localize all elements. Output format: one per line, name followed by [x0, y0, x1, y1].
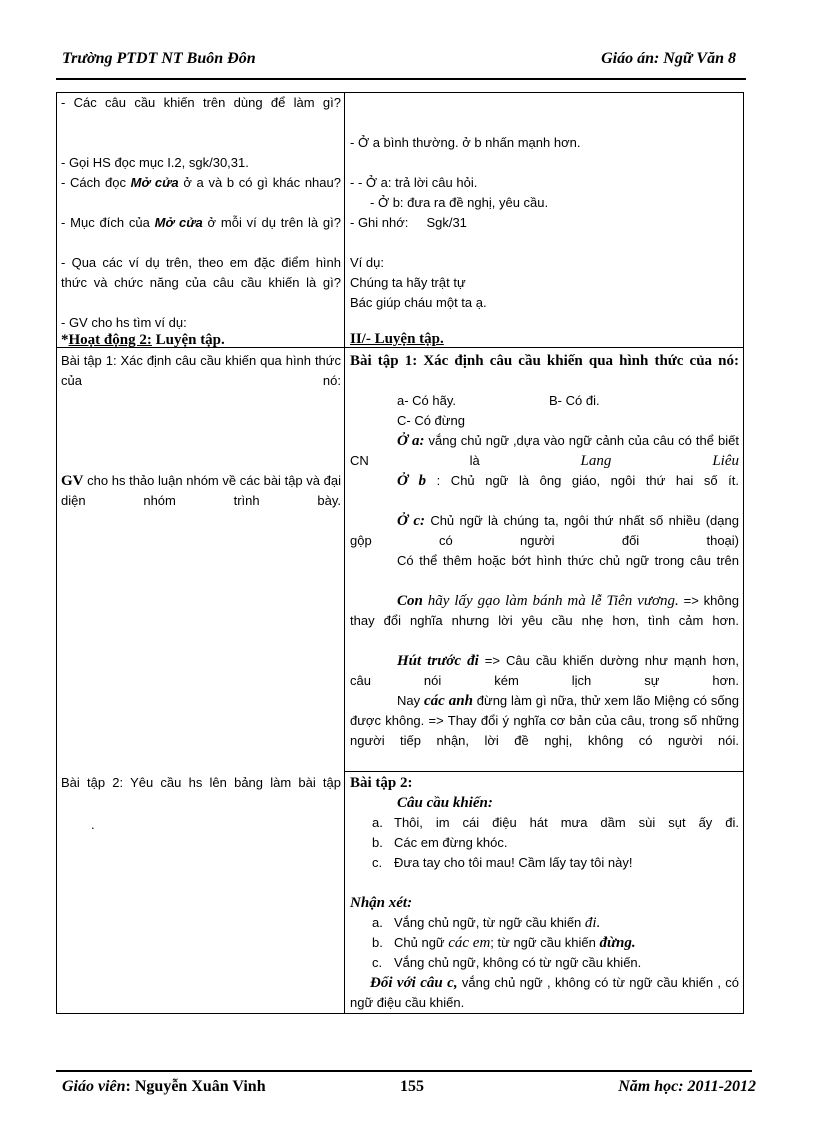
right-row-divider	[345, 771, 743, 772]
imperative-list	[350, 813, 739, 873]
choice-b: B- Có đi.	[549, 393, 600, 408]
note-c: Ở c: Chủ ngữ là chúng ta, ngôi thứ nhất số nhiều (dạng gộp có người đối thoại)	[350, 513, 739, 548]
note-hut: Hút trước đi => Câu cầu khiến dường như mạnh hơn, câu nói kém lịch sự hơn.	[350, 653, 739, 688]
note-b: Ở b : Chủ ngữ là ông giáo, ngôi thứ hai số ít.	[397, 473, 739, 489]
left-dot: .	[91, 817, 95, 832]
right-a1: - Ở a bình thường. ở b nhấn mạnh hơn.	[350, 135, 581, 150]
left-q2: - Gọi HS đọc mục I.2, sgk/30,31.	[61, 155, 249, 170]
footer-rule	[56, 1070, 752, 1072]
list-item: a. Vắng chủ ngữ, từ ngữ cầu khiến đi.	[372, 915, 601, 931]
school-year: Năm học: 2011-2012	[618, 1078, 756, 1095]
right-exercise-2: Bài tập 2:	[350, 775, 413, 791]
right-exercise-1: Bài tập 1: Xác định câu cầu khiến qua hình thức của nó:	[350, 353, 739, 369]
note-con: Con hãy lấy gạo làm bánh mà lễ Tiên vương. => không thay đổi nghĩa nhưng lời yêu cầu nhẹ hơn, tình cảm hơn.	[350, 593, 740, 628]
activity-2-heading: *Hoạt động 2: Luyện tập.	[61, 332, 225, 348]
left-q6: - GV cho hs tìm ví dụ:	[61, 315, 187, 330]
list-item: c. Đưa tay cho tôi mau! Cầm lấy tay tôi này!	[372, 855, 633, 870]
left-q5: - Qua các ví dụ trên, theo em đặc điểm hình thức và chức năng của câu cầu khiến là gì?	[61, 255, 341, 290]
left-exercise-1: Bài tập 1: Xác định câu cầu khiến qua hình thức của nó:	[61, 353, 341, 388]
note-a: Ở a: vắng chủ ngữ ,dựa vào ngữ cảnh của câu có thể biết CN là Lang Liêu	[350, 433, 739, 469]
note-add-remove: Có thể thêm hoặc bớt hình thức chủ ngữ trong câu trên	[397, 553, 739, 568]
choice-a: a- Có hãy.	[397, 393, 457, 408]
note-nay: Nay các anh đừng làm gì nữa, thử xem lão Miệng có sống được không. => Thay đổi ý nghĩa cơ bản của câu, trong số những người tiếp nhận, lời đề nghị, không có người nói.	[350, 693, 740, 748]
subject-header: Giáo án: Ngữ Văn 8	[601, 50, 736, 67]
note-sentence-c: Đối với câu c, vắng chủ ngữ , không có từ ngữ cầu khiến , có ngữ điệu cầu khiến.	[350, 975, 739, 1010]
left-gv-note: GV cho hs thảo luận nhóm về các bài tập và đại diện nhóm trình bày.	[61, 473, 341, 508]
list-item: b. Chủ ngữ các em; từ ngữ cầu khiến đừng.	[372, 935, 636, 951]
example-label: Ví dụ:	[350, 255, 384, 270]
school-header: Trường PTDT NT Buôn Đôn	[62, 50, 256, 67]
left-q3: - Cách đọc Mở cửa ở a và b có gì khác nhau?	[61, 175, 341, 190]
right-a2: - - Ở a: trả lời câu hỏi.	[350, 175, 478, 190]
column-divider	[344, 93, 345, 1013]
list-item: b. Các em đừng khóc.	[372, 835, 508, 850]
practice-heading: II/- Luyện tập.	[350, 331, 444, 347]
teacher-footer: Giáo viên: Nguyễn Xuân Vinh	[62, 1078, 266, 1095]
header-rule	[56, 78, 746, 80]
right-a3: - Ở b: đưa ra đề nghị, yêu cầu.	[370, 195, 549, 210]
right-a4: - Ghi nhớ: Sgk/31	[350, 215, 467, 230]
left-q4: - Mục đích của Mở cửa ở mỗi ví dụ trên là gì?	[61, 215, 341, 230]
example-2: Bác giúp cháu một ta ạ.	[350, 295, 487, 310]
example-1: Chúng ta hãy trật tự	[350, 275, 466, 290]
imperative-label: Câu cầu khiến:	[397, 795, 493, 811]
choice-c: C- Có đừng	[397, 413, 465, 428]
remarks-list	[350, 913, 739, 973]
list-item: c. Vắng chủ ngữ, không có từ ngữ cầu khiến.	[372, 955, 642, 970]
remarks-label: Nhận xét:	[350, 895, 413, 911]
left-q1: - Các câu cầu khiến trên dùng để làm gì?	[61, 95, 341, 110]
left-exercise-2: Bài tập 2: Yêu cầu hs lên bảng làm bài tập	[61, 775, 341, 790]
page-number: 155	[400, 1078, 424, 1095]
lesson-table	[56, 92, 744, 1014]
list-item: a. Thôi, im cái điệu hát mưa dầm sùi sụt ấy đi.	[372, 815, 739, 830]
